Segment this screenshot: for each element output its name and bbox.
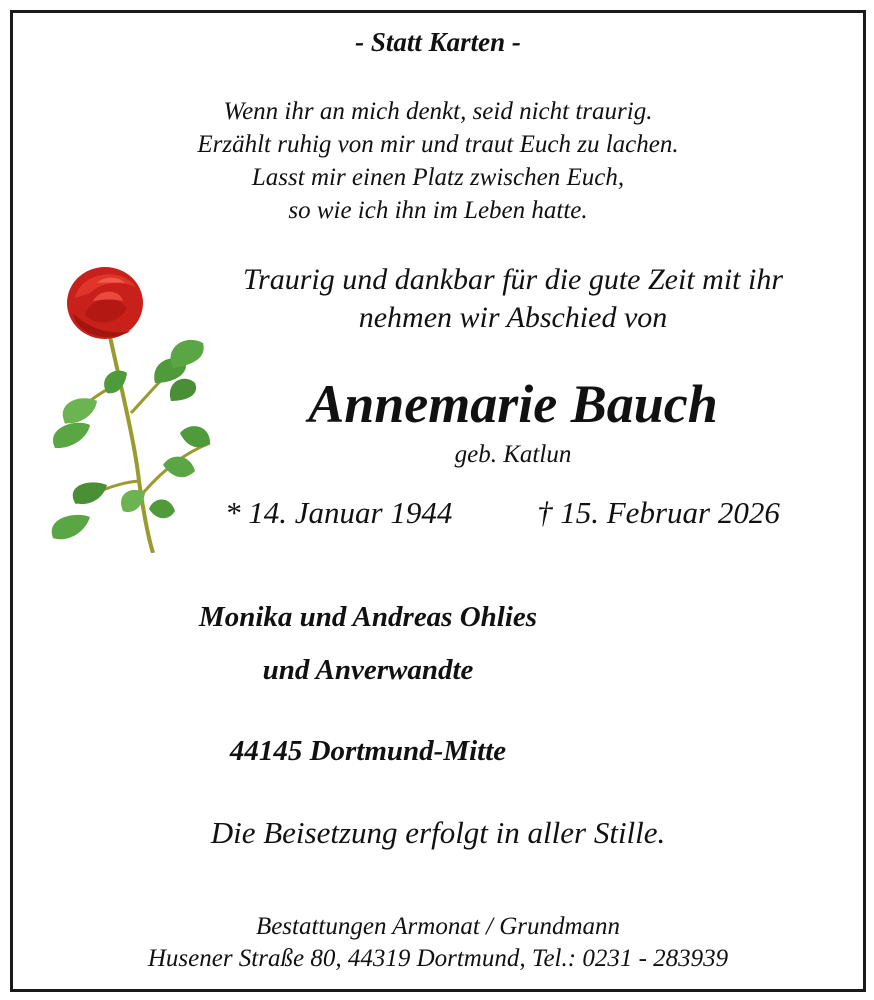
mourner-line: und Anverwandte <box>262 654 474 686</box>
mourner-line: Monika und Andreas Ohlies <box>198 601 538 633</box>
intro-line: Traurig und dankbar für die gute Zeit mit ihr <box>242 263 784 296</box>
undertaker-address: Husener Straße 80, 44319 Dortmund, Tel.: 0231 - 283939 <box>147 945 729 972</box>
mourners <box>13 591 863 697</box>
death-date: † 15. Februar 2026 <box>537 495 780 530</box>
verse-line: Wenn ihr an mich denkt, seid nicht traurig. <box>223 98 653 125</box>
notice-heading: - Statt Karten - <box>355 27 521 57</box>
intro-text <box>153 261 873 337</box>
verse-line: Lasst mir einen Platz zwischen Euch, <box>251 164 625 191</box>
obituary-notice <box>10 10 866 992</box>
deceased-name: Annemarie Bauch <box>308 374 718 434</box>
undertaker-name: Bestattungen Armonat / Grundmann <box>255 913 621 940</box>
maiden-name: geb. Katlun <box>454 441 572 468</box>
burial-note: Die Beisetzung erfolgt in aller Stille. <box>210 815 666 850</box>
verse <box>13 95 863 227</box>
verse-line: so wie ich ihn im Leben hatte. <box>288 197 588 224</box>
verse-line: Erzählt ruhig von mir und traut Euch zu lachen. <box>197 131 679 158</box>
intro-line: nehmen wir Abschied von <box>358 301 668 334</box>
birth-date: * 14. Januar 1944 <box>225 495 453 530</box>
place: 44145 Dortmund-Mitte <box>229 735 507 767</box>
undertaker <box>13 911 863 975</box>
